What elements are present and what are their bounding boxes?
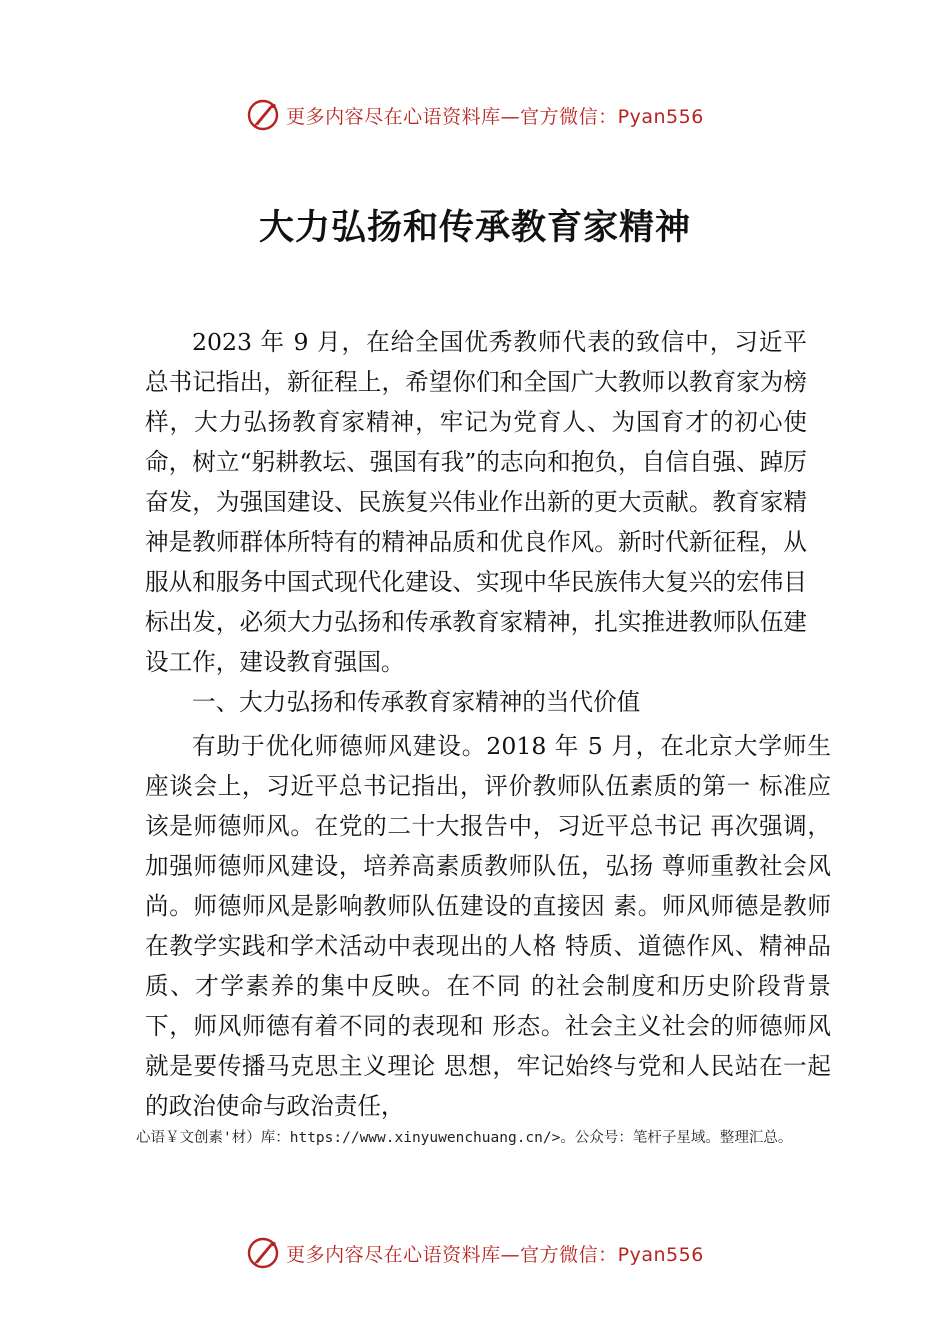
header-banner <box>0 95 950 135</box>
quill-pen-logo-icon <box>246 98 280 132</box>
intro-paragraph: 2023 年 9 月，在给全国优秀教师代表的致信中，习近平总书记指出，新征程上，希望你们和全国广大教师以教育家为榜样，大力弘扬教育家精神，牢记为党育人、为国育才的初心使命，树立“躬耕教坛、强国有我”的志向和抱负，自信自强、踔厉奋发，为强国建设、民族复兴伟业作出新的更大贡献。教育家精神是教师群体所特有的精神品质和优良作风。新时代新征程，从服从和服务中国式现代化建设、实现中华民族伟大复兴的宏伟目标出发，必须大力弘扬和传承教育家精神，扎实推进教师队伍建设工作，建设教育强国。 <box>145 328 807 676</box>
footnote: 心语￥文创素'材）库：https://www.xinyuwenchuang.cn/>。公众号：笔杆子星域。整理汇总。 <box>136 1130 793 1146</box>
section-paragraph: 有助于优化师德师风建设。2018 年 5 月，在北京大学师生座谈会上，习近平总书记指出，评价教师队伍素质的第一 标准应该是师德师风。在党的二十大报告中，习近平总书记 再次强调，加强师德师风建设，培养高素质教师队伍，弘扬 尊师重教社会风尚。师德师风是影响教师队伍建设的直接因 素。师风师德是教师在教学实践和学术活动中表现出的人格 特质、道德作风、精神品质、才学素养的集中反映。在不同 的社会制度和历史阶段背景下，师风师德有着不同的表现和 形态。社会主义社会的师德师风就是要传播马克思主义理论 思想，牢记始终与党和人民站在一起的政治使命与政治责任， <box>145 732 831 1120</box>
banner-text: 更多内容尽在心语资料库—官方微信：Pyan556 <box>286 105 704 128</box>
section-heading: 一、大力弘扬和传承教育家精神的当代价值 <box>192 688 641 716</box>
document-title: 大力弘扬和传承教育家精神 <box>258 207 691 248</box>
section-body <box>145 726 831 1126</box>
banner-text: 更多内容尽在心语资料库—官方微信：Pyan556 <box>286 1243 704 1266</box>
intro-section <box>145 322 807 722</box>
quill-pen-logo-icon <box>246 1236 280 1270</box>
footer-banner <box>0 1233 950 1273</box>
